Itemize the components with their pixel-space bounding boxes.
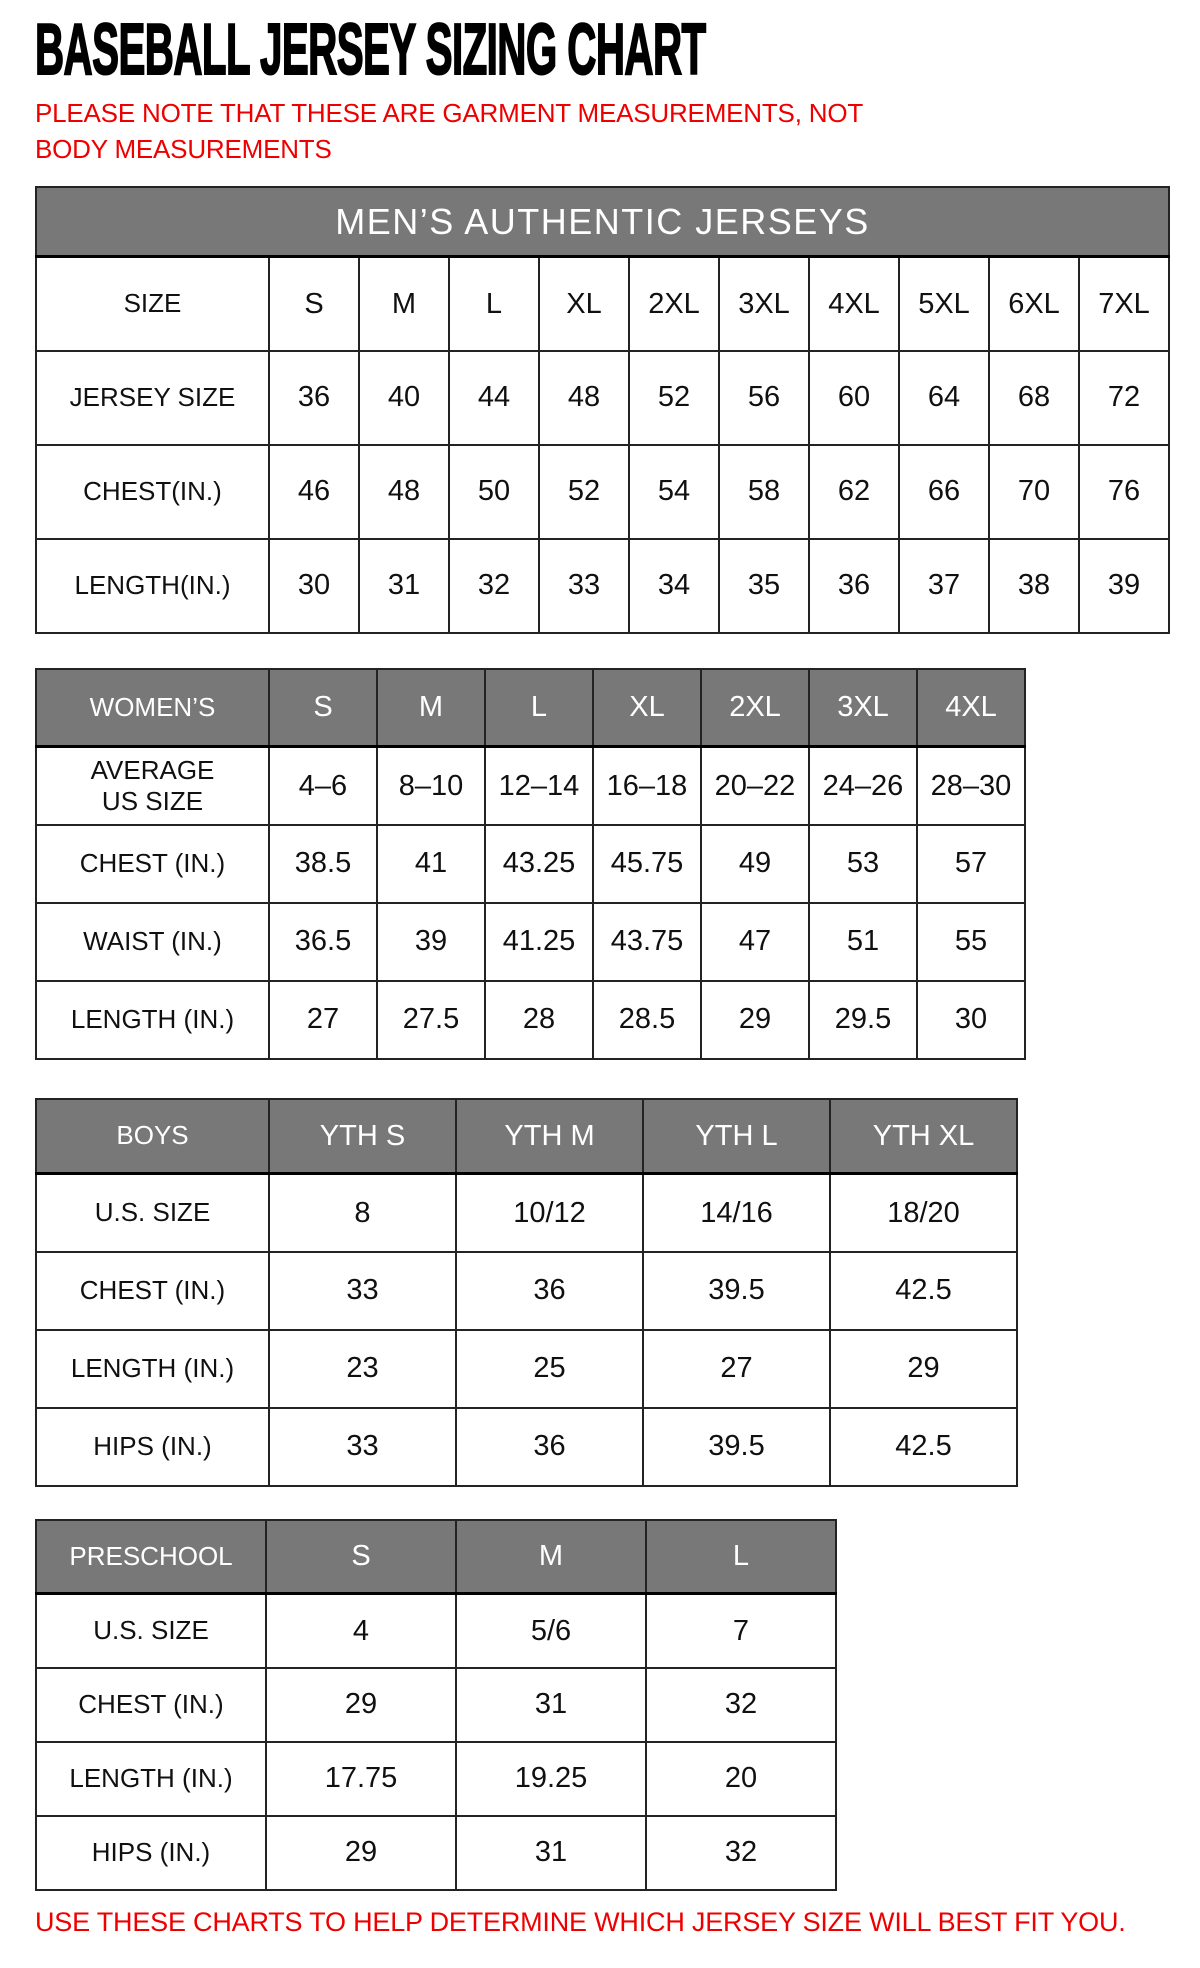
- value-cell: 28: [485, 981, 593, 1059]
- value-cell: 62: [809, 445, 899, 539]
- value-cell: 31: [456, 1668, 646, 1742]
- value-cell: 4–6: [269, 747, 377, 825]
- womens-header-col: S: [269, 669, 377, 747]
- boys-header-col: YTH S: [269, 1099, 456, 1174]
- value-cell: 54: [629, 445, 719, 539]
- value-cell: 70: [989, 445, 1079, 539]
- header-row: [36, 1099, 1017, 1174]
- value-cell: 42.5: [830, 1252, 1017, 1330]
- mens-header-label: SIZE: [36, 257, 269, 351]
- value-cell: 56: [719, 351, 809, 445]
- value-cell: 39: [377, 903, 485, 981]
- garment-measurements-note: PLEASE NOTE THAT THESE ARE GARMENT MEASUREMENTS, NOT BODY MEASUREMENTS: [35, 98, 863, 164]
- value-cell: 8: [269, 1174, 456, 1252]
- value-cell: 38: [989, 539, 1079, 633]
- value-cell: 29.5: [809, 981, 917, 1059]
- womens-header-col: L: [485, 669, 593, 747]
- value-cell: 33: [539, 539, 629, 633]
- row-label: CHEST(IN.): [36, 445, 269, 539]
- mens-header-col: 6XL: [989, 257, 1079, 351]
- preschool-header-label: PRESCHOOL: [36, 1520, 266, 1594]
- value-cell: 41: [377, 825, 485, 903]
- table-row: [36, 1252, 1017, 1330]
- value-cell: 28.5: [593, 981, 701, 1059]
- value-cell: 37: [899, 539, 989, 633]
- value-cell: 8–10: [377, 747, 485, 825]
- boys-header-col: YTH M: [456, 1099, 643, 1174]
- value-cell: 38.5: [269, 825, 377, 903]
- footer-note: USE THESE CHARTS TO HELP DETERMINE WHICH JERSEY SIZE WILL BEST FIT YOU.: [35, 1906, 1126, 1937]
- mens-banner: MEN’S AUTHENTIC JERSEYS: [36, 187, 1169, 257]
- row-label: JERSEY SIZE: [36, 351, 269, 445]
- mens-header-col: 4XL: [809, 257, 899, 351]
- value-cell: 32: [646, 1816, 836, 1890]
- row-label: LENGTH (IN.): [36, 1742, 266, 1816]
- table-row: [36, 1330, 1017, 1408]
- boys-header-col: YTH L: [643, 1099, 830, 1174]
- row-label: WAIST (IN.): [36, 903, 269, 981]
- row-label: U.S. SIZE: [36, 1594, 266, 1668]
- value-cell: 36.5: [269, 903, 377, 981]
- row-label: LENGTH (IN.): [36, 981, 269, 1059]
- value-cell: 28–30: [917, 747, 1025, 825]
- value-cell: 14/16: [643, 1174, 830, 1252]
- value-cell: 50: [449, 445, 539, 539]
- value-cell: 41.25: [485, 903, 593, 981]
- preschool-header-col: S: [266, 1520, 456, 1594]
- preschool-header-col: L: [646, 1520, 836, 1594]
- value-cell: 40: [359, 351, 449, 445]
- mens-header-col: XL: [539, 257, 629, 351]
- value-cell: 47: [701, 903, 809, 981]
- value-cell: 36: [269, 351, 359, 445]
- value-cell: 29: [266, 1668, 456, 1742]
- boys-sizing-table: [35, 1098, 1018, 1487]
- table-row: [36, 1742, 836, 1816]
- table-row: [36, 351, 1169, 445]
- boys-header-label: BOYS: [36, 1099, 269, 1174]
- value-cell: 20: [646, 1742, 836, 1816]
- womens-header-col: 3XL: [809, 669, 917, 747]
- row-label: AVERAGE US SIZE: [36, 747, 269, 825]
- row-label: U.S. SIZE: [36, 1174, 269, 1252]
- value-cell: 27: [643, 1330, 830, 1408]
- value-cell: 76: [1079, 445, 1169, 539]
- value-cell: 46: [269, 445, 359, 539]
- value-cell: 29: [701, 981, 809, 1059]
- value-cell: 5/6: [456, 1594, 646, 1668]
- table-row: [36, 1594, 836, 1668]
- value-cell: 43.25: [485, 825, 593, 903]
- mens-header-col: L: [449, 257, 539, 351]
- value-cell: 39.5: [643, 1252, 830, 1330]
- value-cell: 45.75: [593, 825, 701, 903]
- value-cell: 35: [719, 539, 809, 633]
- row-label: HIPS (IN.): [36, 1408, 269, 1486]
- value-cell: 17.75: [266, 1742, 456, 1816]
- value-cell: 33: [269, 1408, 456, 1486]
- mens-header-col: 3XL: [719, 257, 809, 351]
- value-cell: 51: [809, 903, 917, 981]
- value-cell: 36: [809, 539, 899, 633]
- header-row: [36, 1520, 836, 1594]
- value-cell: 64: [899, 351, 989, 445]
- value-cell: 55: [917, 903, 1025, 981]
- boys-header-col: YTH XL: [830, 1099, 1017, 1174]
- table-row: [36, 1408, 1017, 1486]
- table-row: [36, 981, 1025, 1059]
- value-cell: 7: [646, 1594, 836, 1668]
- preschool-header-col: M: [456, 1520, 646, 1594]
- value-cell: 60: [809, 351, 899, 445]
- value-cell: 29: [266, 1816, 456, 1890]
- value-cell: 53: [809, 825, 917, 903]
- value-cell: 20–22: [701, 747, 809, 825]
- womens-header-col: 2XL: [701, 669, 809, 747]
- value-cell: 29: [830, 1330, 1017, 1408]
- value-cell: 48: [539, 351, 629, 445]
- preschool-sizing-table: [35, 1519, 837, 1891]
- value-cell: 16–18: [593, 747, 701, 825]
- value-cell: 39: [1079, 539, 1169, 633]
- womens-header-col: 4XL: [917, 669, 1025, 747]
- value-cell: 4: [266, 1594, 456, 1668]
- value-cell: 39.5: [643, 1408, 830, 1486]
- value-cell: 58: [719, 445, 809, 539]
- value-cell: 31: [456, 1816, 646, 1890]
- header-row: [36, 669, 1025, 747]
- value-cell: 43.75: [593, 903, 701, 981]
- value-cell: 36: [456, 1408, 643, 1486]
- table-row: [36, 1174, 1017, 1252]
- value-cell: 32: [449, 539, 539, 633]
- value-cell: 24–26: [809, 747, 917, 825]
- mens-header-col: 7XL: [1079, 257, 1169, 351]
- value-cell: 68: [989, 351, 1079, 445]
- womens-header-col: XL: [593, 669, 701, 747]
- row-label: CHEST (IN.): [36, 1668, 266, 1742]
- value-cell: 18/20: [830, 1174, 1017, 1252]
- value-cell: 36: [456, 1252, 643, 1330]
- value-cell: 42.5: [830, 1408, 1017, 1486]
- value-cell: 66: [899, 445, 989, 539]
- table-row: [36, 1816, 836, 1890]
- value-cell: 10/12: [456, 1174, 643, 1252]
- value-cell: 19.25: [456, 1742, 646, 1816]
- value-cell: 49: [701, 825, 809, 903]
- value-cell: 32: [646, 1668, 836, 1742]
- row-label: CHEST (IN.): [36, 1252, 269, 1330]
- mens-header-col: M: [359, 257, 449, 351]
- mens-header-col: 5XL: [899, 257, 989, 351]
- mens-authentic-jerseys-table: [35, 186, 1170, 634]
- value-cell: 52: [629, 351, 719, 445]
- value-cell: 27: [269, 981, 377, 1059]
- value-cell: 57: [917, 825, 1025, 903]
- table-banner-row: [36, 187, 1169, 257]
- value-cell: 27.5: [377, 981, 485, 1059]
- row-label: CHEST (IN.): [36, 825, 269, 903]
- value-cell: 34: [629, 539, 719, 633]
- header-row: [36, 257, 1169, 351]
- table-row: [36, 903, 1025, 981]
- value-cell: 33: [269, 1252, 456, 1330]
- value-cell: 52: [539, 445, 629, 539]
- value-cell: 30: [917, 981, 1025, 1059]
- value-cell: 48: [359, 445, 449, 539]
- value-cell: 31: [359, 539, 449, 633]
- value-cell: 12–14: [485, 747, 593, 825]
- womens-header-col: M: [377, 669, 485, 747]
- table-row: [36, 539, 1169, 633]
- value-cell: 25: [456, 1330, 643, 1408]
- value-cell: 72: [1079, 351, 1169, 445]
- row-label: LENGTH(IN.): [36, 539, 269, 633]
- page-title: BASEBALL JERSEY SIZING CHART: [35, 10, 706, 90]
- table-row: [36, 747, 1025, 825]
- table-row: [36, 1668, 836, 1742]
- row-label: HIPS (IN.): [36, 1816, 266, 1890]
- table-row: [36, 445, 1169, 539]
- value-cell: 23: [269, 1330, 456, 1408]
- row-label: LENGTH (IN.): [36, 1330, 269, 1408]
- mens-header-col: S: [269, 257, 359, 351]
- value-cell: 30: [269, 539, 359, 633]
- womens-sizing-table: [35, 668, 1026, 1060]
- womens-header-label: WOMEN’S: [36, 669, 269, 747]
- mens-header-col: 2XL: [629, 257, 719, 351]
- table-row: [36, 825, 1025, 903]
- value-cell: 44: [449, 351, 539, 445]
